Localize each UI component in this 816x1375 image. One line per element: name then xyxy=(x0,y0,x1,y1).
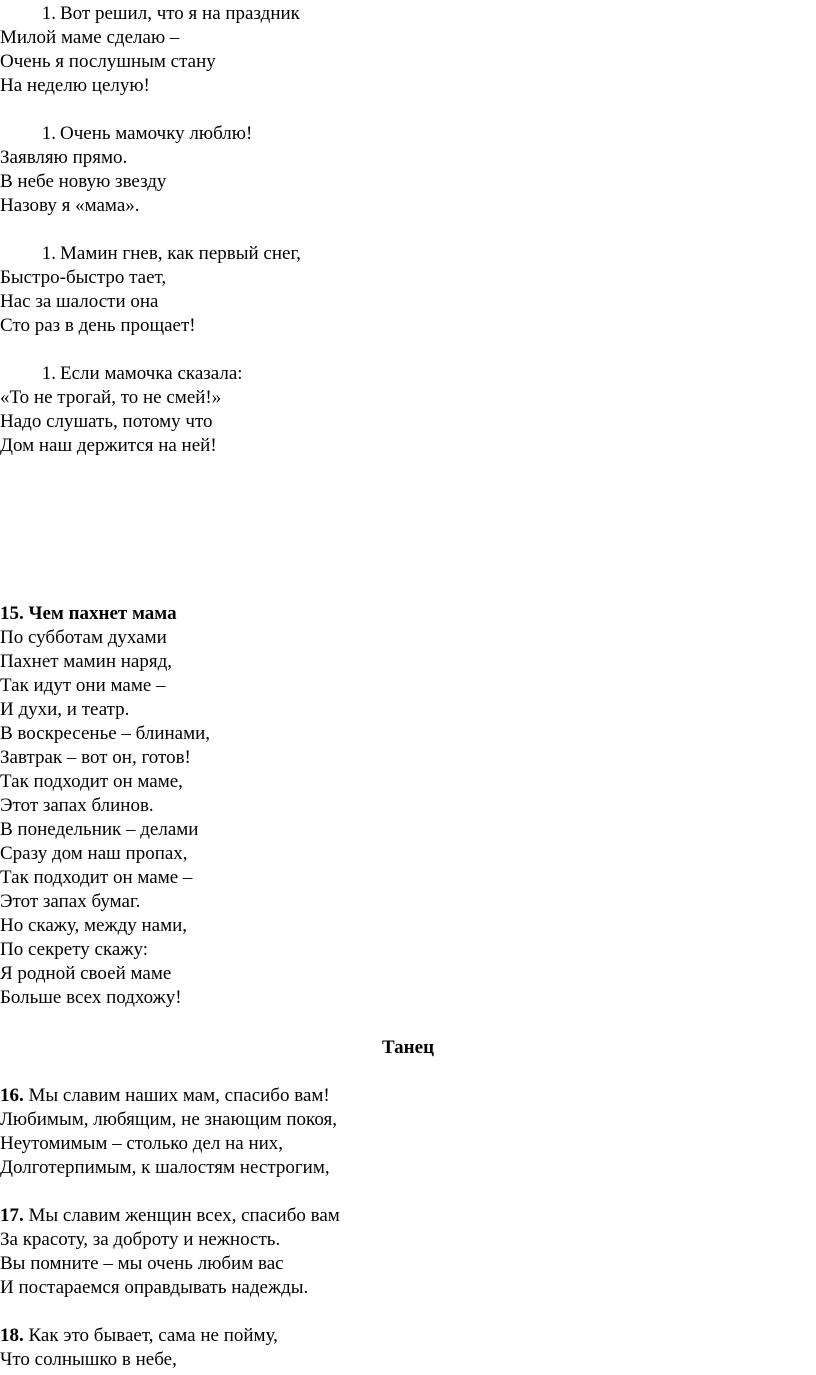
stanza-first-line: 1. Если мамочка сказала: xyxy=(0,362,816,386)
poem-line: Сразу дом наш пропах, xyxy=(0,843,188,864)
poem-line: В понедельник – делами xyxy=(0,819,199,840)
poem-line: И духи, и театр. xyxy=(0,699,130,720)
verse-line: За красоту, за доброту и нежность. xyxy=(0,1229,281,1250)
verse-first-line: 18. Как это бывает, сама не пойму, xyxy=(0,1325,278,1346)
verse-number: 18. xyxy=(0,1325,24,1346)
list-number: 1. xyxy=(41,363,56,384)
stanza-line: Нас за шалости она xyxy=(0,291,159,312)
list-number: 1. xyxy=(41,123,56,144)
poem-line: По секрету скажу: xyxy=(0,939,149,960)
poem-15 xyxy=(0,602,816,1010)
stanza-first-line: 1. Очень мамочку люблю! xyxy=(0,122,816,146)
verse-line: Любимым, любящим, не знающим покоя, xyxy=(0,1109,337,1130)
stanza-first-line: 1. Мамин гнев, как первый снег, xyxy=(0,242,816,266)
stanza-line: Милой маме сделаю – xyxy=(0,27,180,48)
poem-line: Этот запах блинов. xyxy=(0,795,154,816)
poem-line: Так идут они маме – xyxy=(0,675,166,696)
verse-line: Долготерпимым, к шалостям нестрогим, xyxy=(0,1157,330,1178)
poem-title: 15. Чем пахнет мама xyxy=(0,603,177,624)
stanza-line: Назову я «мама». xyxy=(0,195,140,216)
stanza-line: Надо слушать, потому что xyxy=(0,411,213,432)
list-number: 1. xyxy=(41,3,56,24)
verse-first-line: 17. Мы славим женщин всех, спасибо вам xyxy=(0,1205,340,1226)
poem-line: В воскресенье – блинами, xyxy=(0,723,211,744)
stanza-line: В небе новую звезду xyxy=(0,171,167,192)
verse-line: Неутомимым – столько дел на них, xyxy=(0,1133,284,1154)
verse-number: 16. xyxy=(0,1085,24,1106)
poem-line: Завтрак – вот он, готов! xyxy=(0,747,191,768)
list-number: 1. xyxy=(41,243,56,264)
poem-line: Так подходит он маме – xyxy=(0,867,193,888)
poem-line: Пахнет мамин наряд, xyxy=(0,651,173,672)
verse-18 xyxy=(0,1324,816,1372)
poem-line: Больше всех подхожу! xyxy=(0,987,182,1008)
stanza-line: «То не трогай, то не смей!» xyxy=(0,387,222,408)
poem-line: Так подходит он маме, xyxy=(0,771,183,792)
verse-line: Что солнышко в небе, xyxy=(0,1349,177,1370)
verse-16 xyxy=(0,1084,816,1180)
stanza-line: Сто раз в день прощает! xyxy=(0,315,196,336)
poem-line: По субботам духами xyxy=(0,627,167,648)
poem-line: Но скажу, между нами, xyxy=(0,915,188,936)
poem-line: Я родной своей маме xyxy=(0,963,172,984)
poem-line: Этот запах бумаг. xyxy=(0,891,141,912)
stanza-line: Заявляю прямо. xyxy=(0,147,128,168)
stanza xyxy=(0,242,816,338)
verse-first-line: 16. Мы славим наших мам, спасибо вам! xyxy=(0,1085,330,1106)
verse-line: И постараемся оправдывать надежды. xyxy=(0,1277,309,1298)
stanza-line: Дом наш держится на ней! xyxy=(0,435,217,456)
verse-line: Вы помните – мы очень любим вас xyxy=(0,1253,284,1274)
stanza xyxy=(0,122,816,218)
verse-17 xyxy=(0,1204,816,1300)
stanza-line: Быстро-быстро тает, xyxy=(0,267,167,288)
dance-heading: Танец xyxy=(381,1037,435,1058)
stanza-first-line: 1. Вот решил, что я на праздник xyxy=(0,2,816,26)
stanza-line: На неделю целую! xyxy=(0,75,150,96)
stanza xyxy=(0,362,816,458)
stanza xyxy=(0,2,816,98)
stanza-line: Очень я послушным стану xyxy=(0,51,216,72)
verse-number: 17. xyxy=(0,1205,24,1226)
